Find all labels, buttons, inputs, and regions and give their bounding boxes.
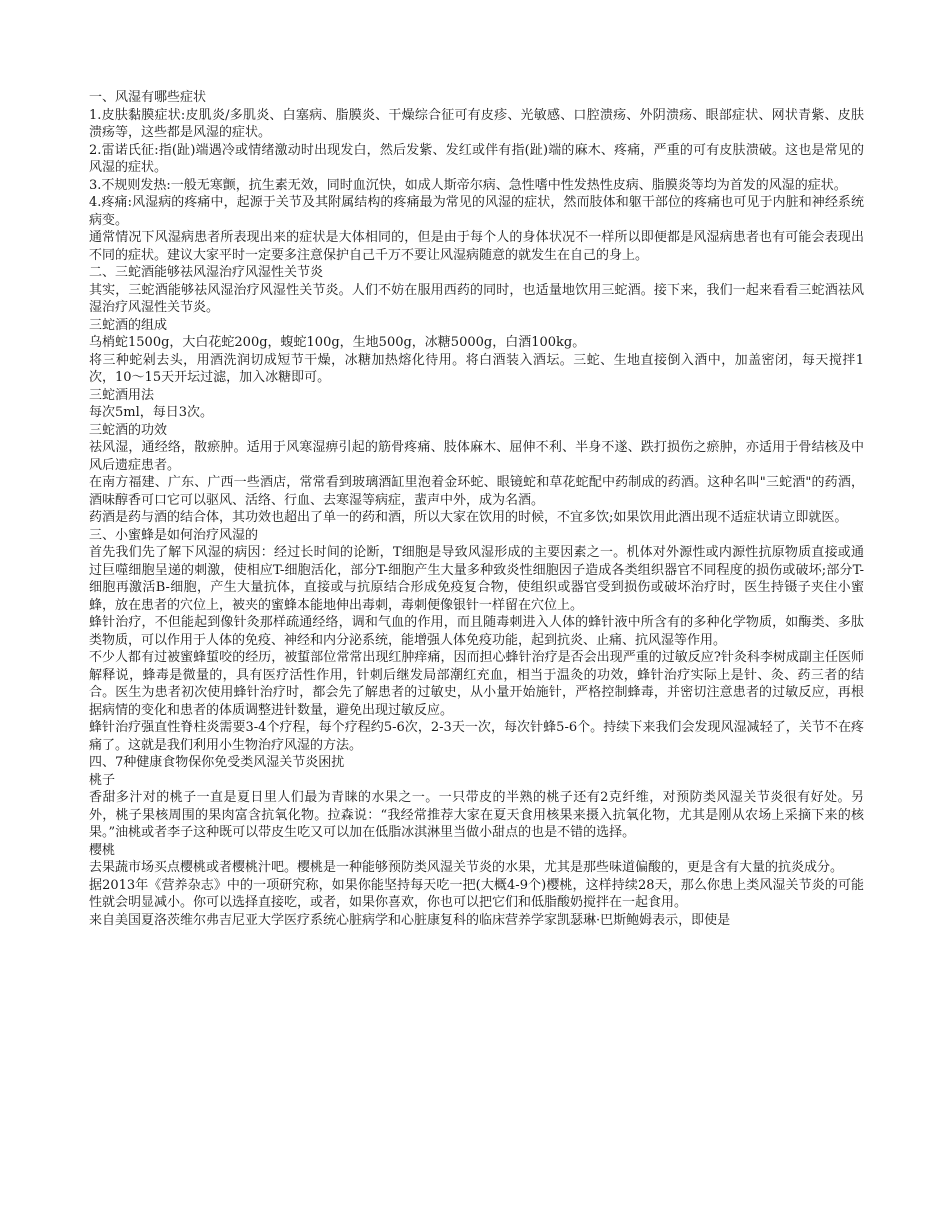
paragraph: 去果蔬市场买点樱桃或者樱桃汁吧。樱桃是一种能够预防类风湿关节炎的水果，尤其是那些味道偏酸的，更是含有大量的抗炎成分。 <box>89 860 844 875</box>
paragraph: 不少人都有过被蜜蜂蜇咬的经历，被蜇部位常常出现红肿痒痛，因而担心蜂针治疗是否会出现严重的过敏反应?针灸科李树成副主任医师解释说，蜂毒是微量的，具有医疗活性作用，针刺后继发局部潮红充血，相当于温灸的功效，蜂针治疗实际上是针、灸、药三者的结合。医生为患者初次使用蜂针治疗时，都会先了解患者的过敏史，从小量开始施针，严格控制蜂毒，并密切注意患者的过敏反应，再根据病情的变化和患者的体质调整进针数量，避免出现过敏反应。 <box>89 650 864 718</box>
section-heading-snake-wine: 二、三蛇酒能够祛风湿治疗风湿性关节炎 <box>89 265 324 280</box>
subheading-usage: 三蛇酒用法 <box>89 387 155 403</box>
section-heading-healthy-foods: 四、7种健康食物保你免受类风湿关节炎困扰 <box>89 755 345 770</box>
paragraph: 首先我们先了解下风湿的病因：经过长时间的论断，T细胞是导致风湿形成的主要因素之一。机体对外源性或内源性抗原物质直接或通过巨噬细胞呈递的刺激，使相应T-细胞活化，部分T-细胞产生大量多种致炎性细胞因子造成各类组织器官不同程度的损伤或破坏;部分T-细胞再激活B-细胞，产生大量抗体，直接或与抗原结合形成免疫复合物，使组织或器官受到损伤或破坏治疗时，医生持镊子夹住小蜜蜂，放在患者的穴位上，被夹的蜜蜂本能地伸出毒刺，毒刺便像银针一样留在穴位上。 <box>89 545 864 613</box>
paragraph: 在南方福建、广东、广西一些酒店，常常看到玻璃酒缸里泡着金环蛇、眼镜蛇和草花蛇配中药制成的药酒。这种名叫"三蛇酒"的药酒，酒味醇香可口它可以驱风、活络、行血、去寒湿等病症，蜚声中外，成为名酒。 <box>89 475 864 508</box>
paragraph: 1.皮肤黏膜症状:皮肌炎/多肌炎、白塞病、脂膜炎、干燥综合征可有皮疹、光敏感、口腔溃疡、外阴溃疡、眼部症状、网状青紫、皮肤溃疡等，这些都是风湿的症状。 <box>89 107 864 140</box>
subheading-composition: 三蛇酒的组成 <box>89 317 168 333</box>
subheading-cherry: 樱桃 <box>89 842 116 858</box>
document-body <box>89 89 864 929</box>
paragraph: 据2013年《营养杂志》中的一项研究称，如果你能坚持每天吃一把(大概4-9个)樱桃，这样持续28天，那么你患上类风湿关节炎的可能性就会明显减小。你可以选择直接吃，或者，如果你喜欢，你也可以把它们和低脂酸奶搅拌在一起食用。 <box>89 877 864 910</box>
paragraph: 香甜多汁对的桃子一直是夏日里人们最为青睐的水果之一。一只带皮的半熟的桃子还有2克纤维，对预防类风湿关节炎很有好处。另外，桃子果核周围的果肉富含抗氧化物。拉森说：“我经常推荐大家在夏天食用核果来摄入抗氧化物，尤其是刚从农场上采摘下来的核果。”油桃或者李子这种既可以带皮生吃又可以加在低脂冰淇淋里当做小甜点的也是不错的选择。 <box>89 790 864 840</box>
paragraph: 通常情况下风湿病患者所表现出来的症状是大体相同的，但是由于每个人的身体状况不一样所以即便都是风湿病患者也有可能会表现出不同的症状。建议大家平时一定要多注意保护自己千万不要让风湿病随意的就发生在自己的身上。 <box>89 230 864 263</box>
section-heading-symptoms: 一、风湿有哪些症状 <box>89 90 207 105</box>
paragraph: 蜂针治疗，不但能起到像针灸那样疏通经络，调和气血的作用，而且随毒刺进入人体的蜂针液中所含有的多种化学物质，如酶类、多肽类物质，可以作用于人体的免疫、神经和内分泌系统，能增强人体免疫功能，起到抗炎、止痛、抗风湿等作用。 <box>89 615 864 648</box>
section-heading-bee-therapy: 三、小蜜蜂是如何治疗风湿的 <box>89 527 259 543</box>
paragraph: 药酒是药与酒的结合体，其功效也超出了单一的药和酒，所以大家在饮用的时候，不宜多饮;如果饮用此酒出现不适症状请立即就医。 <box>89 510 848 525</box>
paragraph: 来自美国夏洛茨维尔弗吉尼亚大学医疗系统心脏病学和心脏康复科的临床营养学家凯瑟琳·巴斯鲍姆表示，即使是 <box>89 912 731 928</box>
paragraph: 将三种蛇剁去头，用酒洗润切成短节干燥，冰糖加热熔化待用。将白酒装入酒坛。三蛇、生地直接倒入酒中，加盖密闭，每天搅拌1次，10～15天开坛过滤，加入冰糖即可。 <box>89 352 864 385</box>
paragraph: 4.疼痛:风湿病的疼痛中，起源于关节及其附属结构的疼痛最为常见的风湿的症状，然而肢体和躯干部位的疼痛也可见于内脏和神经系统病变。 <box>89 195 864 228</box>
paragraph: 蜂针治疗强直性脊柱炎需要3-4个疗程，每个疗程约5-6次，2-3天一次，每次针蜂5-6个。持续下来我们会发现风湿减轻了，关节不在疼痛了。这就是我们利用小生物治疗风湿的方法。 <box>89 720 864 753</box>
paragraph: 乌梢蛇1500g，大白花蛇200g，蝮蛇100g，生地500g，冰糖5000g，白酒100kg。 <box>89 335 586 350</box>
subheading-effects: 三蛇酒的功效 <box>89 422 168 438</box>
paragraph: 2.雷诺氏征:指(趾)端遇冷或情绪激动时出现发白，然后发紫、发红或伴有指(趾)端的麻木、疼痛，严重的可有皮肤溃破。这也是常见的风湿的症状。 <box>89 142 864 175</box>
paragraph: 每次5ml，每日3次。 <box>89 405 214 420</box>
paragraph: 其实，三蛇酒能够祛风湿治疗风湿性关节炎。人们不妨在服用西药的同时，也适量地饮用三蛇酒。接下来，我们一起来看看三蛇酒祛风湿治疗风湿性关节炎。 <box>89 282 864 315</box>
subheading-peach: 桃子 <box>89 772 116 788</box>
paragraph: 祛风湿，通经络，散瘀肿。适用于风寒湿痹引起的筋骨疼痛、肢体麻木、屈伸不利、半身不遂、跌打损伤之瘀肿，亦适用于骨结核及中风后遗症患者。 <box>89 440 864 473</box>
paragraph: 3.不规则发热:一般无寒颤，抗生素无效，同时血沉快，如成人斯帝尔病、急性嗜中性发热性皮病、脂膜炎等均为首发的风湿的症状。 <box>89 177 847 193</box>
